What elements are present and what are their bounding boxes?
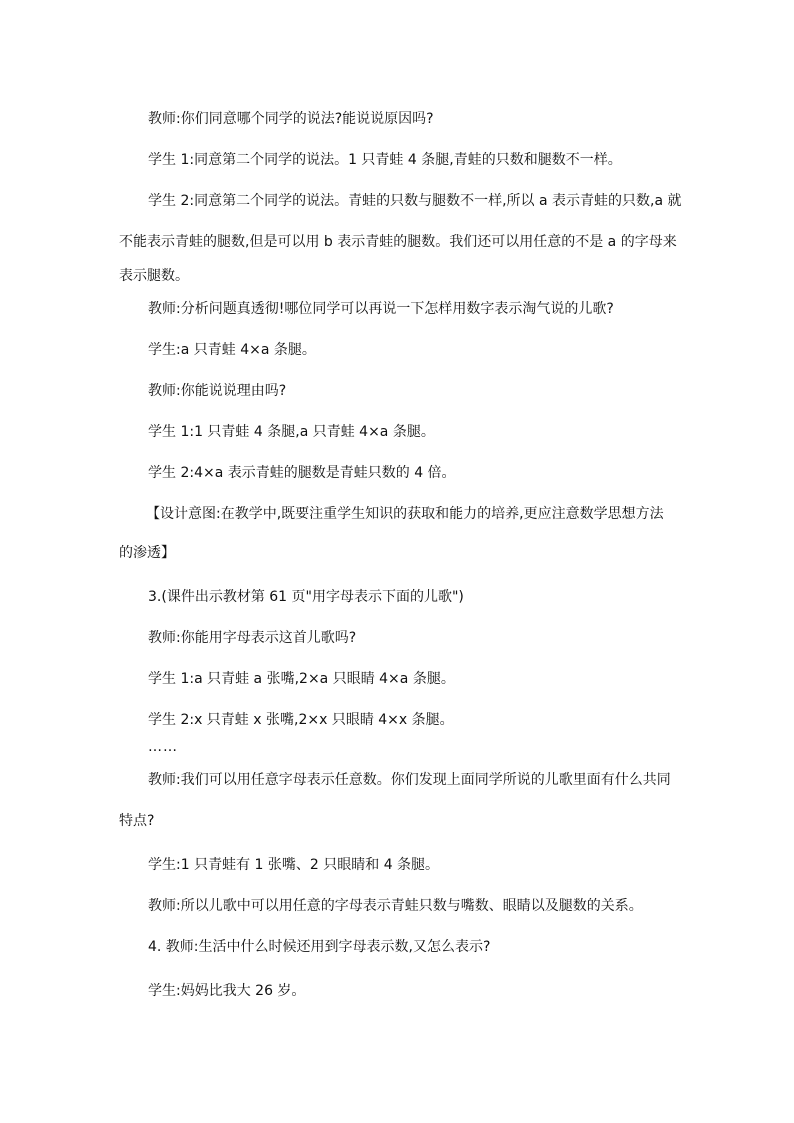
- paragraph-student-common: 学生:1 只青蛙有 1 张嘴、2 只眼睛和 4 条腿。: [148, 857, 440, 873]
- paragraph-student-example: 学生:妈妈比我大 26 岁。: [148, 983, 306, 999]
- paragraph-student2-rhyme: 学生 2:x 只青蛙 x 张嘴,2×x 只眼睛 4×x 条腿。: [148, 712, 454, 728]
- paragraph-student1-rhyme: 学生 1:a 只青蛙 a 张嘴,2×a 只眼睛 4×a 条腿。: [148, 671, 455, 687]
- paragraph-teacher-summary: 教师:所以儿歌中可以用任意的字母表示青蛙只数与嘴数、眼睛以及腿数的关系。: [148, 898, 643, 914]
- paragraph-step-3: 3.(课件出示教材第 61 页"用字母表示下面的儿歌"): [148, 589, 464, 605]
- paragraph-student1-answer: 学生 1:同意第二个同学的说法。1 只青蛙 4 条腿,青蛙的只数和腿数不一样。: [148, 152, 622, 168]
- paragraph-teacher-rhyme-question: 教师:你能用字母表示这首儿歌吗?: [148, 630, 357, 646]
- paragraph-student2-continued: 不能表示青蛙的腿数,但是可以用 b 表示青蛙的腿数。我们还可以用任意的不是 a 的字母来: [119, 234, 677, 250]
- paragraph-student2-end: 表示腿数。: [119, 268, 189, 284]
- paragraph-teacher-reason: 教师:你能说说理由吗?: [148, 383, 287, 399]
- paragraph-student1-reason: 学生 1:1 只青蛙 4 条腿,a 只青蛙 4×a 条腿。: [148, 424, 435, 440]
- paragraph-student2-answer: 学生 2:同意第二个同学的说法。青蛙的只数与腿数不一样,所以 a 表示青蛙的只数,a 就: [148, 193, 682, 209]
- paragraph-design-intent-end: 的渗透】: [119, 545, 175, 561]
- paragraph-teacher-common-end: 特点?: [119, 813, 155, 829]
- paragraph-teacher-common: 教师:我们可以用任意字母表示任意数。你们发现上面同学所说的儿歌里面有什么共同: [148, 772, 671, 788]
- paragraph-student-rhyme: 学生:a 只青蛙 4×a 条腿。: [148, 342, 316, 358]
- paragraph-teacher-praise: 教师:分析问题真透彻!哪位同学可以再说一下怎样用数字表示淘气说的儿歌?: [148, 301, 614, 317]
- paragraph-student2-reason: 学生 2:4×a 表示青蛙的腿数是青蛙只数的 4 倍。: [148, 465, 456, 481]
- paragraph-teacher-question: 教师:你们同意哪个同学的说法?能说说原因吗?: [148, 111, 434, 127]
- ellipsis: ……: [148, 739, 178, 755]
- paragraph-design-intent: 【设计意图:在教学中,既要注重学生知识的获取和能力的培养,更应注意数学思想方法: [146, 506, 664, 522]
- paragraph-step-4: 4. 教师:生活中什么时候还用到字母表示数,又怎么表示?: [148, 939, 491, 955]
